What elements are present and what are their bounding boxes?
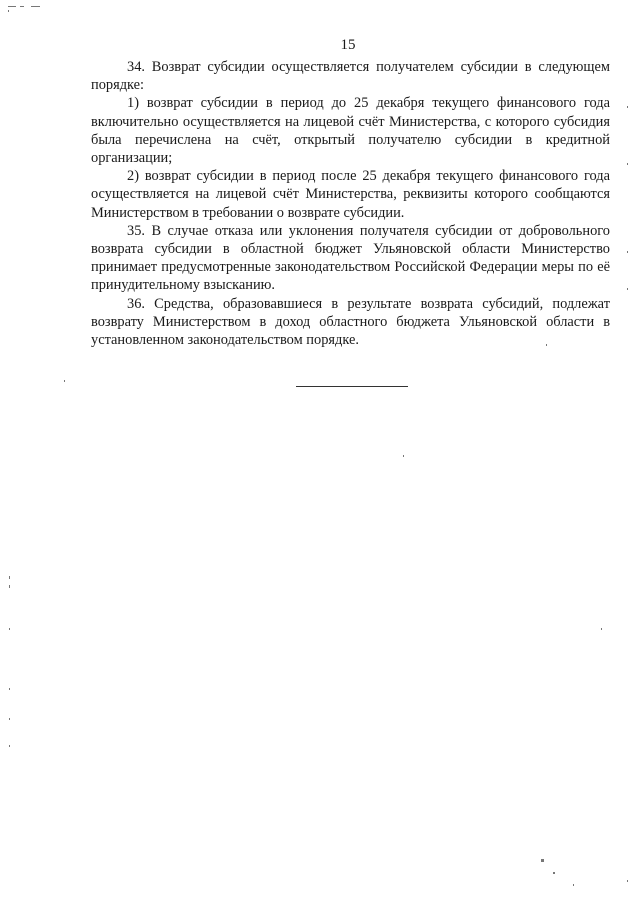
paragraph-34-item-1: 1) возврат субсидии в период до 25 декабря текущего финансового года включительно осуществляется на лицевой счёт Министерства, с которого субсидия была перечислена на счёт, открытый получателю субсидии в кредитной организации; [91, 95, 610, 167]
paragraph-35: 35. В случае отказа или уклонения получателя субсидии от добровольного возврата субсидии в областной бюджет Ульяновской области Министерство принимает предусмотренные законодательством Российской Федерации меры по её принудительному взысканию. [91, 222, 610, 294]
paragraph-34-item-2: 2) возврат субсидии в период после 25 декабря текущего финансового года осуществляется на лицевой счёт Министерства, реквизиты которого сообщаются Министерством в требовании о возврате субсидии. [91, 168, 610, 221]
paragraph-36: 36. Средства, образовавшиеся в результате возврата субсидий, подлежат возврату Министерством в доход областного бюджета Ульяновской области в установленном законодательством порядке. [91, 295, 610, 349]
page-number: 15 [340, 37, 356, 53]
paragraph-34: 34. Возврат субсидии осуществляется получателем субсидии в следующем порядке: [91, 59, 610, 94]
